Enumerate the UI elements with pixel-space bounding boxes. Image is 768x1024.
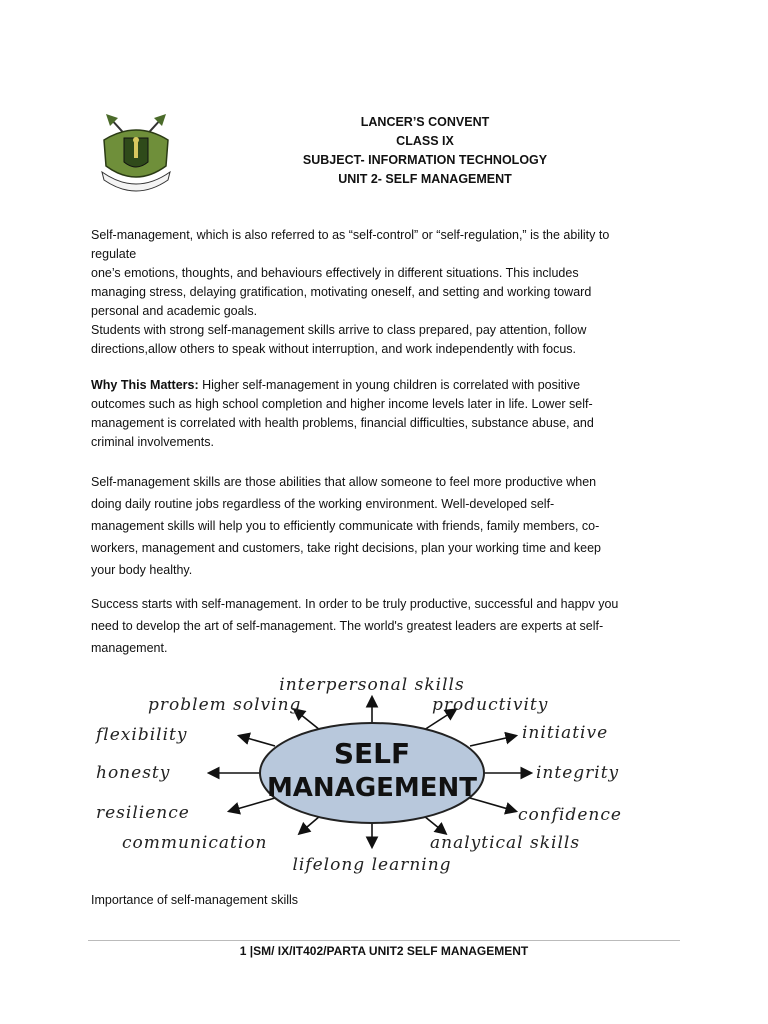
text-line: Success starts with self-management. In order to be truly productive, successful and happv you (91, 597, 619, 611)
school-crest-icon (96, 110, 176, 194)
text-line: workers, management and customers, take right decisions, plan your working time and keep (91, 541, 601, 555)
text-line: directions,allow others to speak without interruption, and work independently with focus. (91, 342, 576, 356)
text-line: management. (91, 641, 168, 655)
text-line: doing daily routine jobs regardless of the working environment. Well-developed self- (91, 497, 555, 511)
center-line2: MANAGEMENT (266, 773, 478, 803)
text-line: need to develop the art of self-management. The world's greatest leaders are experts at self- (91, 619, 604, 633)
why-first-line: Higher self-management in young children is correlated with positive (198, 378, 581, 392)
text-line: personal and academic goals. (91, 304, 258, 318)
kw-problem-solving: problem solving (148, 695, 302, 715)
figure-caption: Importance of self-management skills (91, 893, 299, 907)
footer-divider (88, 940, 680, 941)
subject-name: SUBJECT- INFORMATION TECHNOLOGY (302, 153, 548, 167)
text-line: your body healthy. (91, 563, 193, 577)
kw-honesty: honesty (96, 763, 171, 783)
kw-interpersonal: interpersonal skills (279, 675, 465, 695)
text-line: management skills will help you to efficiently communicate with friends, family members, co- (91, 519, 600, 533)
text-line: outcomes such as high school completion and higher income levels later in life. Lower self- (91, 397, 593, 411)
kw-resilience: resilience (96, 803, 190, 823)
text-line: management is correlated with health problems, financial difficulties, substance abuse, and (91, 416, 594, 430)
kw-analytical: analytical skills (430, 833, 581, 853)
page-footer: 1 |SM/ IX/IT402/PARTA UNIT2 SELF MANAGEMENT (239, 944, 529, 958)
text-line: regulate (91, 247, 137, 261)
kw-productivity: productivity (432, 695, 549, 715)
text-line: managing stress, delaying gratification, motivating oneself, and setting and working toward (91, 285, 592, 299)
unit-title: UNIT 2- SELF MANAGEMENT (338, 172, 512, 186)
self-management-mindmap (90, 668, 670, 878)
kw-lifelong: lifelong learning (292, 855, 452, 875)
kw-initiative: initiative (522, 723, 609, 743)
why-label: Why This Matters: (91, 378, 199, 392)
intro-paragraph (91, 226, 691, 359)
why-paragraph (91, 376, 691, 452)
success-paragraph (91, 593, 691, 659)
class-name: CLASS IX (396, 134, 454, 148)
skills-paragraph (91, 471, 691, 581)
school-name: LANCER’S CONVENT (360, 115, 490, 129)
document-header (230, 113, 620, 189)
text-line: Students with strong self-management skills arrive to class prepared, pay attention, follow (91, 323, 587, 337)
kw-integrity: integrity (536, 763, 620, 783)
text-line: criminal involvements. (91, 435, 214, 449)
text-line: Self-management skills are those abilities that allow someone to feel more productive when (91, 475, 597, 489)
kw-flexibility: flexibility (96, 725, 188, 745)
text-line: one’s emotions, thoughts, and behaviours effectively in different situations. This includes (91, 266, 579, 280)
kw-confidence: confidence (518, 805, 622, 825)
text-line (91, 376, 691, 395)
center-line1: SELF (333, 737, 411, 770)
kw-communication: communication (122, 833, 268, 853)
text-line: Self-management, which is also referred to as “self-control” or “self-regulation,” is the ability to (91, 228, 610, 242)
